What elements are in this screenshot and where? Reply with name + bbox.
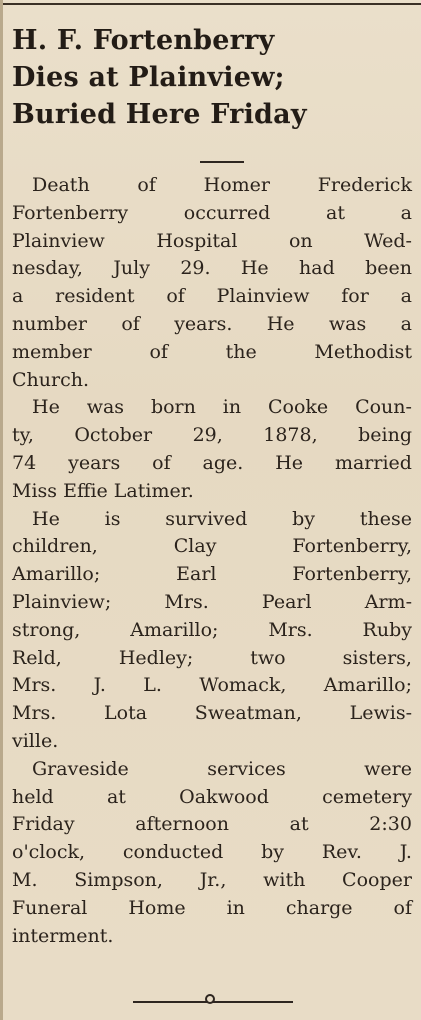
text-line: Death of Homer Frederick <box>32 174 412 196</box>
end-ornament <box>205 994 215 1004</box>
headline-line-3: Buried Here Friday <box>12 99 307 130</box>
text-line: He is survived by these <box>32 507 412 530</box>
text-line: Mrs. J. L. Womack, Amarillo; <box>12 674 412 697</box>
text-line: a resident of Plainview for a <box>12 285 412 308</box>
paragraph <box>12 172 412 394</box>
text-line: M. Simpson, Jr., with Cooper <box>12 868 412 891</box>
text-line: children, Clay Fortenberry, <box>12 535 412 558</box>
text-line: Reld, Hedley; two sisters, <box>12 646 412 669</box>
text-line: interment. <box>12 924 114 947</box>
text-line: 74 years of age. He married <box>12 451 412 474</box>
text-line: number of years. He was a <box>12 312 412 335</box>
headline <box>12 22 412 133</box>
text-line: Miss Effie Latimer. <box>12 479 194 502</box>
text-line: Funeral Home in charge of <box>12 896 412 919</box>
text-line: Graveside services were <box>32 757 412 780</box>
text-line: Mrs. Lota Sweatman, Lewis- <box>12 702 412 725</box>
paragraph <box>12 756 412 951</box>
text-line: Friday afternoon at 2:30 <box>12 813 412 836</box>
text-line: nesday, July 29. He had been <box>12 257 412 280</box>
text-line: Amarillo; Earl Fortenberry, <box>12 563 412 586</box>
headline-line-1: H. F. Fortenberry <box>12 25 275 56</box>
text-line: Plainview Hospital on Wed- <box>12 229 412 252</box>
text-line: ty, October 29, 1878, being <box>12 424 412 447</box>
text-line: Church. <box>12 368 90 391</box>
text-line: Fortenberry occurred at a <box>12 201 412 224</box>
article-body <box>12 172 412 950</box>
text-line: Plainview; Mrs. Pearl Arm- <box>12 590 412 613</box>
text-line: held at Oakwood cemetery <box>12 785 412 808</box>
headline-divider <box>200 161 244 163</box>
text-line: member of the Methodist <box>12 340 412 363</box>
text-line: strong, Amarillo; Mrs. Ruby <box>12 618 412 641</box>
text-line: o'clock, conducted by Rev. J. <box>12 841 412 864</box>
text-line: He was born in Cooke Coun- <box>32 396 412 419</box>
paragraph <box>12 394 412 505</box>
paragraph <box>12 506 412 756</box>
clipping-edge <box>0 0 3 1020</box>
text-line: ville. <box>12 729 59 752</box>
headline-line-2: Dies at Plainview; <box>12 62 285 93</box>
top-rule <box>0 3 421 5</box>
